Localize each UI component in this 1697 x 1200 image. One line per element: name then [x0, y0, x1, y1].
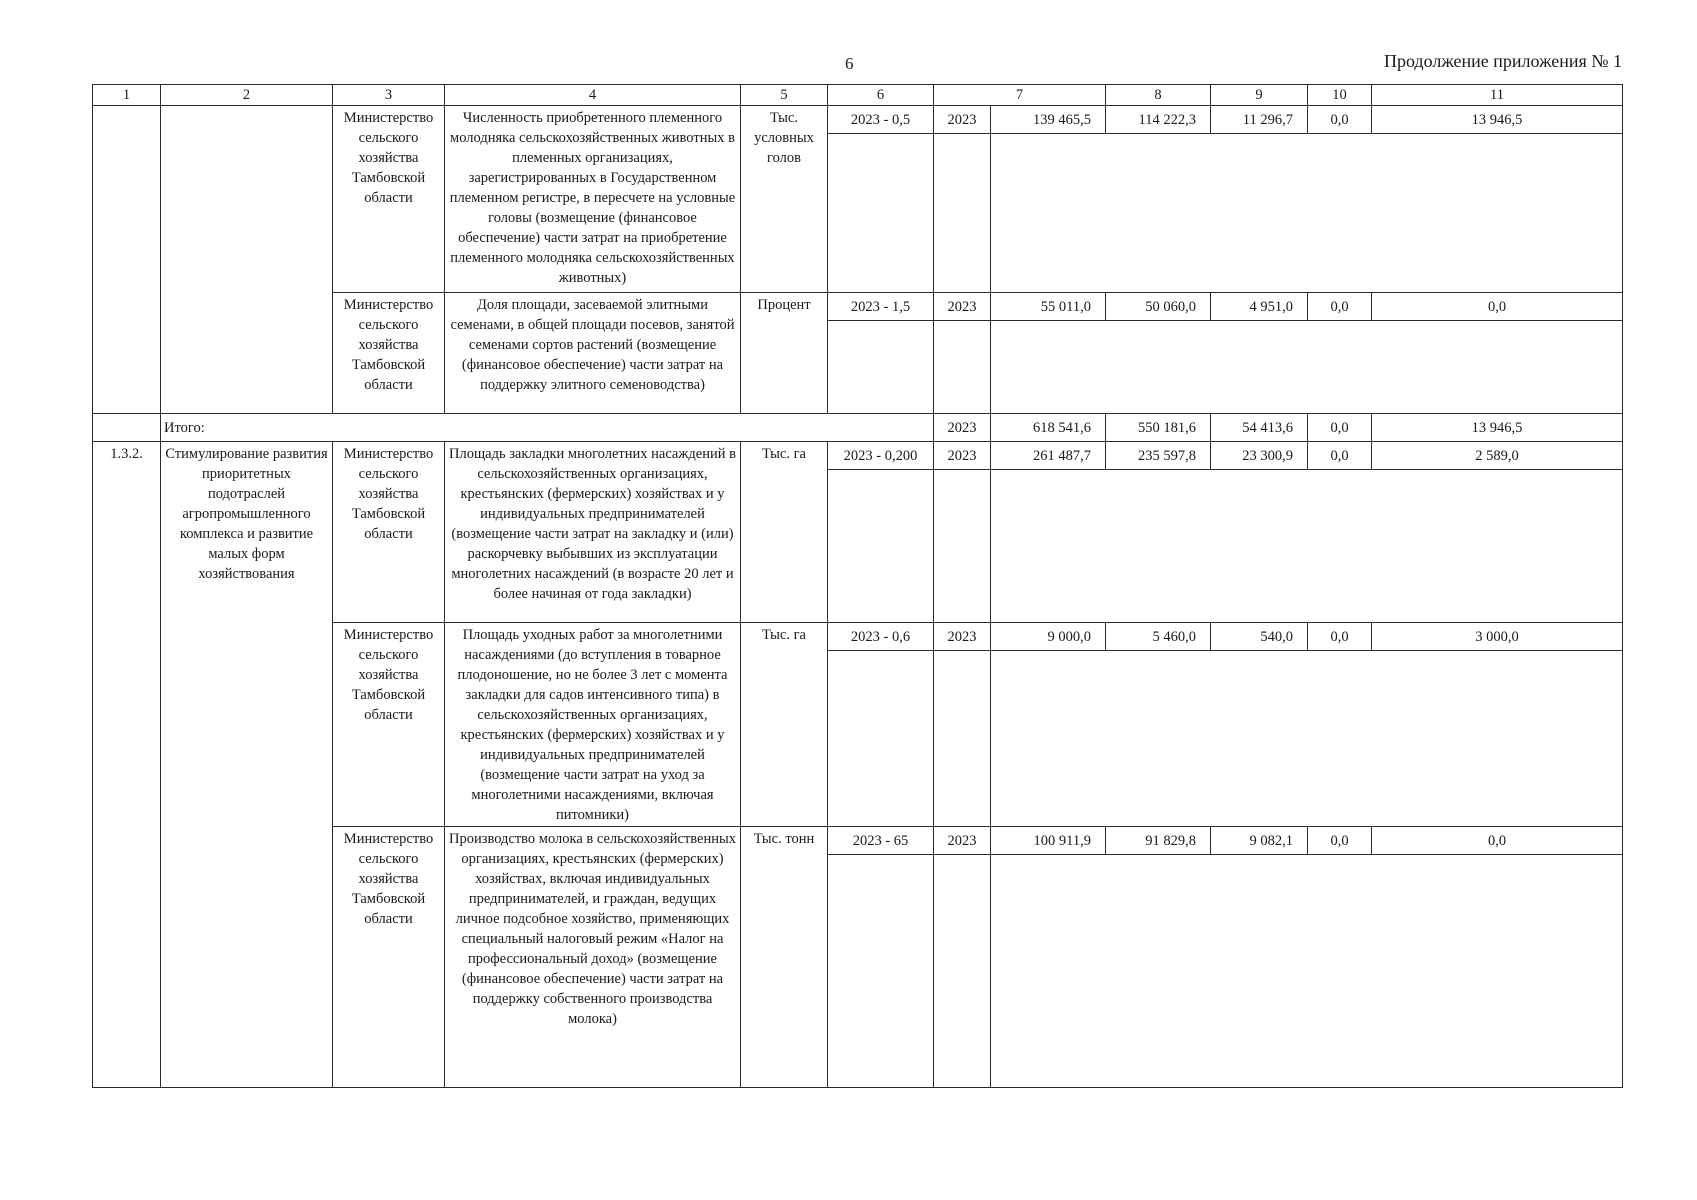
cell-total: 618 541,6 — [991, 414, 1106, 442]
header-cell: 11 — [1372, 85, 1623, 106]
cell-local: 0,0 — [1308, 106, 1372, 134]
header-cell: 5 — [741, 85, 828, 106]
cell-unit: Тыс. тонн — [741, 827, 828, 1088]
header-cell: 8 — [1106, 85, 1211, 106]
cell-ministry: Министерство сельского хозяйства Тамбовской области — [333, 106, 445, 293]
continuation-label: Продолжение приложения № 1 — [1383, 51, 1622, 71]
cell-empty — [934, 855, 991, 1088]
cell-other: 13 946,5 — [1372, 414, 1623, 442]
cell-total: 55 011,0 — [991, 293, 1106, 321]
cell-target: 2023 - 0,200 — [828, 442, 934, 470]
cell-regional: 11 296,7 — [1211, 106, 1308, 134]
cell-federal: 114 222,3 — [1106, 106, 1211, 134]
cell-local: 0,0 — [1308, 623, 1372, 651]
cell-total: 261 487,7 — [991, 442, 1106, 470]
cell-other: 0,0 — [1372, 827, 1623, 855]
cell-year: 2023 — [934, 414, 991, 442]
header-cell: 7 — [934, 85, 1106, 106]
cell-unit: Тыс. га — [741, 442, 828, 623]
cell-indicator: Доля площади, засеваемой элитными семенами, в общей площади посевов, занятой семенами сортов растений (возмещение (финансовое обеспечение) части затрат на поддержку элитного семеноводства) — [445, 293, 741, 414]
cell-empty — [934, 470, 991, 623]
cell-indicator: Площадь закладки многолетних насаждений в сельскохозяйственных организациях, крестьянских (фермерских) хозяйствах и у индивидуальных предпринимателей (возмещение части затрат на закладку и (или) раскорчевку выбывших из эксплуатации многолетних насаждений (в возрасте 20 лет и более начиная от года закладки) — [445, 442, 741, 623]
cell-regional: 4 951,0 — [1211, 293, 1308, 321]
cell-local: 0,0 — [1308, 442, 1372, 470]
cell-unit: Тыс. га — [741, 623, 828, 827]
total-row — [93, 414, 1623, 442]
cell-year: 2023 — [934, 827, 991, 855]
cell-federal: 5 460,0 — [1106, 623, 1211, 651]
cell-year: 2023 — [934, 442, 991, 470]
page-number: 6 — [845, 54, 854, 73]
cell-empty — [991, 321, 1623, 414]
cell-other: 2 589,0 — [1372, 442, 1623, 470]
header-row — [93, 85, 1623, 106]
cell-target: 2023 - 0,5 — [828, 106, 934, 134]
cell-empty — [93, 414, 161, 442]
cell-empty — [828, 651, 934, 827]
cell-local: 0,0 — [1308, 293, 1372, 321]
cell-empty — [991, 651, 1623, 827]
header-cell: 9 — [1211, 85, 1308, 106]
cell-federal: 550 181,6 — [1106, 414, 1211, 442]
cell-ministry: Министерство сельского хозяйства Тамбовской области — [333, 623, 445, 827]
cell-target: 2023 - 65 — [828, 827, 934, 855]
header-cell: 10 — [1308, 85, 1372, 106]
cell-empty — [828, 321, 934, 414]
cell-unit: Процент — [741, 293, 828, 414]
cell-total: 9 000,0 — [991, 623, 1106, 651]
cell-ministry: Министерство сельского хозяйства Тамбовской области — [333, 442, 445, 623]
cell-federal: 91 829,8 — [1106, 827, 1211, 855]
program-table — [92, 84, 1623, 1088]
header-cell: 4 — [445, 85, 741, 106]
cell-target: 2023 - 0,6 — [828, 623, 934, 651]
cell-regional: 54 413,6 — [1211, 414, 1308, 442]
total-label: Итого: — [161, 414, 934, 442]
cell-other: 13 946,5 — [1372, 106, 1623, 134]
cell-empty — [93, 106, 161, 414]
cell-federal: 50 060,0 — [1106, 293, 1211, 321]
cell-empty — [934, 134, 991, 293]
cell-year: 2023 — [934, 623, 991, 651]
cell-empty — [991, 134, 1623, 293]
cell-empty — [934, 651, 991, 827]
cell-target: 2023 - 1,5 — [828, 293, 934, 321]
cell-empty — [828, 470, 934, 623]
header-cell: 6 — [828, 85, 934, 106]
cell-empty — [828, 855, 934, 1088]
cell-empty — [991, 855, 1623, 1088]
cell-federal: 235 597,8 — [1106, 442, 1211, 470]
cell-year: 2023 — [934, 293, 991, 321]
cell-indicator: Производство молока в сельскохозяйственных организациях, крестьянских (фермерских) хозяйствах, включая индивидуальных предпринимателей, и граждан, ведущих личное подсобное хозяйство, применяющих специальный налоговый режим «Налог на профессиональный доход» (возмещение (финансовое обеспечение) части затрат на поддержку собственного производства молока) — [445, 827, 741, 1088]
cell-empty — [934, 321, 991, 414]
cell-year: 2023 — [934, 106, 991, 134]
cell-total: 100 911,9 — [991, 827, 1106, 855]
section-number: 1.3.2. — [93, 442, 161, 1088]
header-cell: 2 — [161, 85, 333, 106]
cell-regional: 540,0 — [1211, 623, 1308, 651]
cell-other: 3 000,0 — [1372, 623, 1623, 651]
header-cell: 1 — [93, 85, 161, 106]
table-row — [93, 442, 1623, 470]
cell-local: 0,0 — [1308, 414, 1372, 442]
cell-local: 0,0 — [1308, 827, 1372, 855]
cell-regional: 9 082,1 — [1211, 827, 1308, 855]
cell-unit: Тыс. условных голов — [741, 106, 828, 293]
cell-regional: 23 300,9 — [1211, 442, 1308, 470]
header-cell: 3 — [333, 85, 445, 106]
cell-indicator: Численность приобретенного племенного молодняка сельскохозяйственных животных в племенных организациях, зарегистрированных в Государственном племенном регистре, в пересчете на условные головы (возмещение (финансовое обеспечение) части затрат на приобретение племенного молодняка сельскохозяйственных животных) — [445, 106, 741, 293]
section-name: Стимулирование развития приоритетных подотраслей агропромышленного комплекса и развитие малых форм хозяйствования — [161, 442, 333, 1088]
cell-indicator: Площадь уходных работ за многолетними насаждениями (до вступления в товарное плодоношение, но не более 3 лет с момента закладки для садов интенсивного типа) в сельскохозяйственных организациях, крестьянских (фермерских) хозяйствах и у индивидуальных предпринимателей (возмещение части затрат на уход за многолетними насаждениями, включая питомники) — [445, 623, 741, 827]
cell-empty — [991, 470, 1623, 623]
cell-ministry: Министерство сельского хозяйства Тамбовской области — [333, 827, 445, 1088]
cell-total: 139 465,5 — [991, 106, 1106, 134]
cell-empty — [161, 106, 333, 414]
cell-ministry: Министерство сельского хозяйства Тамбовской области — [333, 293, 445, 414]
table-row — [93, 106, 1623, 134]
cell-empty — [828, 134, 934, 293]
cell-other: 0,0 — [1372, 293, 1623, 321]
